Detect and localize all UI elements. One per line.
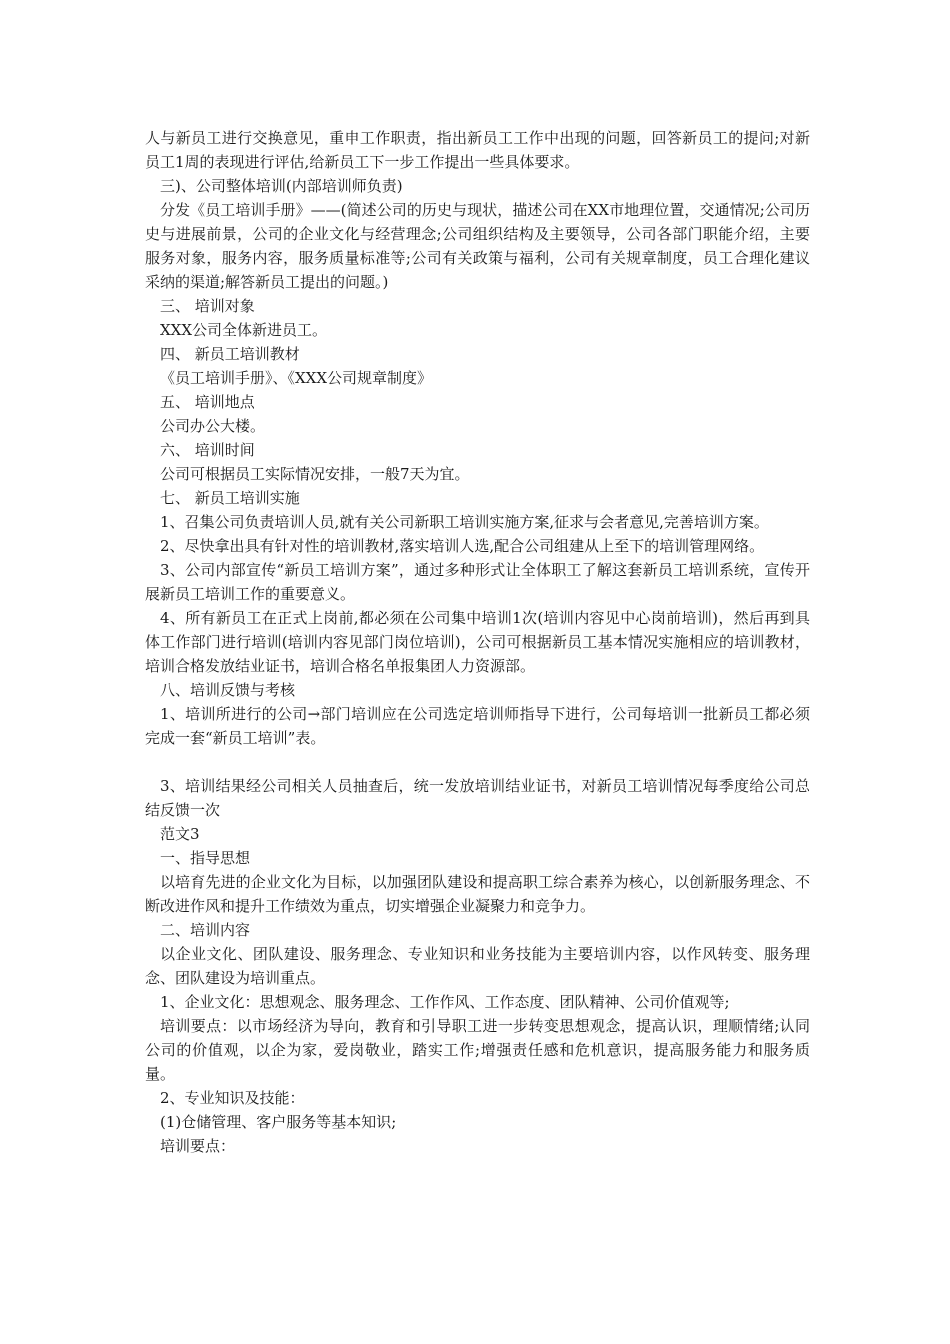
paragraph: 1、召集公司负责培训人员,就有关公司新职工培训实施方案,征求与会者意见,完善培训方案。 (160, 513, 769, 531)
blank-line (145, 750, 810, 774)
paragraph: XXX公司全体新进员工。 (160, 321, 328, 339)
paragraph: 培训要点： (160, 1137, 236, 1155)
paragraph: 以培育先进的企业文化为目标，以加强团队建设和提高职工综合素养为核心，以创新服务理念、不断改进作风和提升工作绩效为重点，切实增强企业凝聚力和竞争力。 (145, 873, 810, 915)
section-heading: 范文3 (160, 825, 200, 843)
paragraph: (1)仓储管理、客户服务等基本知识; (160, 1113, 397, 1131)
section-heading: 八、培训反馈与考核 (160, 681, 296, 699)
paragraph: 以企业文化、团队建设、服务理念、专业知识和业务技能为主要培训内容，以作风转变、服务理念、团队建设为培训重点。 (145, 945, 810, 987)
paragraph: 4、所有新员工在正式上岗前,都必须在公司集中培训1次(培训内容见中心岗前培训)，然后再到具体工作部门进行培训(培训内容见部门岗位培训)，公司可根据新员工基本情况实施相应的培训教材，培训合格发放结业证书，培训合格名单报集团人力资源部。 (145, 609, 810, 675)
paragraph: 培训要点：以市场经济为导向，教育和引导职工进一步转变思想观念，提高认识，理顺情绪;认同公司的价值观，以企为家，爱岗敬业，踏实工作;增强责任感和危机意识，提高服务能力和服务质量。 (145, 1017, 810, 1083)
paragraph: 1、企业文化：思想观念、服务理念、工作作风、工作态度、团队精神、公司价值观等; (160, 993, 730, 1011)
section-heading: 七、 新员工培训实施 (160, 489, 300, 507)
paragraph: 1、培训所进行的公司→部门培训应在公司选定培训师指导下进行，公司每培训一批新员工都必须完成一套“新员工培训”表。 (145, 705, 810, 747)
section-heading: 三)、公司整体培训(内部培训师负责) (160, 177, 403, 195)
paragraph: 人与新员工进行交换意见，重申工作职责，指出新员工工作中出现的问题，回答新员工的提问;对新员工1周的表现进行评估,给新员工下一步工作提出一些具体要求。 (145, 129, 810, 171)
paragraph: 《员工培训手册》、《XXX公司规章制度》 (160, 369, 433, 387)
section-heading: 二、培训内容 (160, 921, 251, 939)
paragraph: 公司办公大楼。 (160, 417, 266, 435)
section-heading: 一、指导思想 (160, 849, 251, 867)
section-heading: 三、 培训对象 (160, 297, 255, 315)
paragraph: 3、培训结果经公司相关人员抽查后，统一发放培训结业证书，对新员工培训情况每季度给公司总结反馈一次 (145, 777, 810, 819)
paragraph: 3、公司内部宣传“新员工培训方案”，通过多种形式让全体职工了解这套新员工培训系统，宣传开展新员工培训工作的重要意义。 (145, 561, 810, 603)
section-heading: 六、 培训时间 (160, 441, 255, 459)
paragraph: 公司可根据员工实际情况安排，一般7天为宜。 (160, 465, 470, 483)
document-body (145, 126, 810, 1158)
paragraph: 2、专业知识及技能： (160, 1089, 305, 1107)
paragraph: 2、尽快拿出具有针对性的培训教材,落实培训人选,配合公司组建从上至下的培训管理网络。 (160, 537, 765, 555)
paragraph: 分发《员工培训手册》——(简述公司的历史与现状，描述公司在XX市地理位置，交通情况;公司历史与进展前景，公司的企业文化与经营理念;公司组织结构及主要领导，公司各部门职能介绍，主要服务对象，服务内容，服务质量标准等;公司有关政策与福利，公司有关规章制度，员工合理化建议采纳的渠道;解答新员工提出的问题。) (145, 201, 810, 291)
section-heading: 四、 新员工培训教材 (160, 345, 300, 363)
section-heading: 五、 培训地点 (160, 393, 255, 411)
